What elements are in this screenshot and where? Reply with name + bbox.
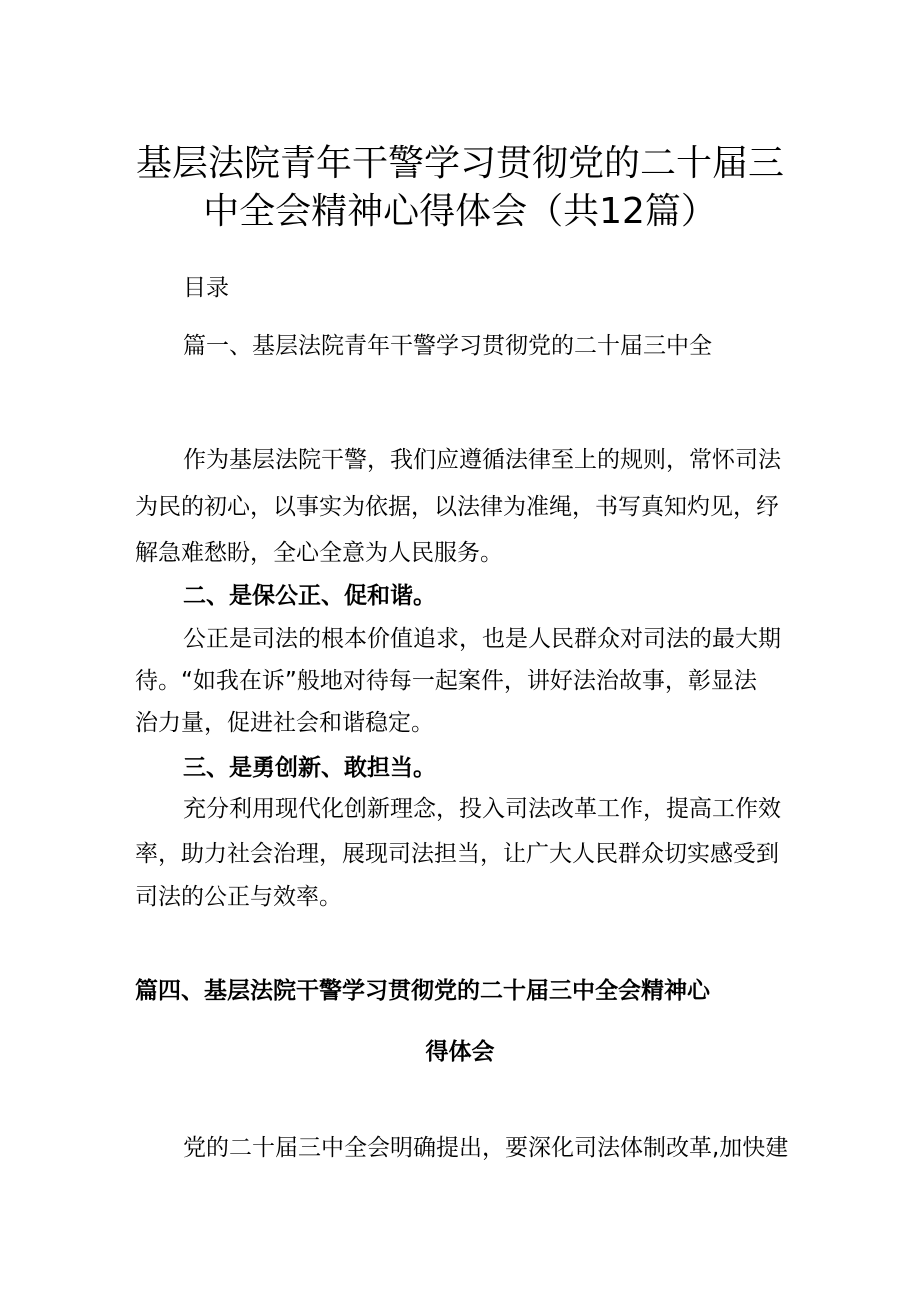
paragraph-2-line-2: 待。“如我在诉”般地对待每一起案件，讲好法治故事，彰显法: [135, 668, 757, 694]
section-4-heading-line-1: 篇四、基层法院干警学习贯彻党的二十届三中全会精神心: [135, 978, 710, 1004]
document-title-line-1: 基层法院青年干警学习贯彻党的二十届三: [135, 143, 784, 184]
paragraph-2-line-3: 治力量，促进社会和谐稳定。: [135, 710, 434, 736]
paragraph-3-line-1: 充分利用现代化创新理念，投入司法改革工作，提高工作效: [183, 796, 781, 822]
paragraph-4-line-1: 党的二十届三中全会明确提出，要深化司法体制改革,加快建: [183, 1135, 789, 1161]
toc-label: 目录: [183, 275, 229, 301]
paragraph-1-line-3: 解急难愁盼，全心全意为人民服务。: [135, 540, 503, 566]
paragraph-1-line-2: 为民的初心，以事实为依据，以法律为准绳，书写真知灼见，纾: [135, 494, 779, 520]
heading-2: 二、是保公正、促和谐。: [183, 583, 436, 609]
toc-item-1: 篇一、基层法院青年干警学习贯彻党的二十届三中全: [183, 333, 712, 359]
paragraph-3-line-2: 率，助力社会治理，展现司法担当，让广大人民群众切实感受到: [135, 841, 779, 867]
document-title-line-2: 中全会精神心得体会（共12篇）: [203, 191, 717, 232]
paragraph-2-line-1: 公正是司法的根本价值追求，也是人民群众对司法的最大期: [183, 626, 781, 652]
section-4-heading-line-2: 得体会: [425, 1039, 495, 1065]
heading-3: 三、是勇创新、敢担当。: [183, 755, 436, 781]
paragraph-3-line-3: 司法的公正与效率。: [135, 884, 342, 910]
paragraph-1-line-1: 作为基层法院干警，我们应遵循法律至上的规则，常怀司法: [183, 447, 781, 473]
